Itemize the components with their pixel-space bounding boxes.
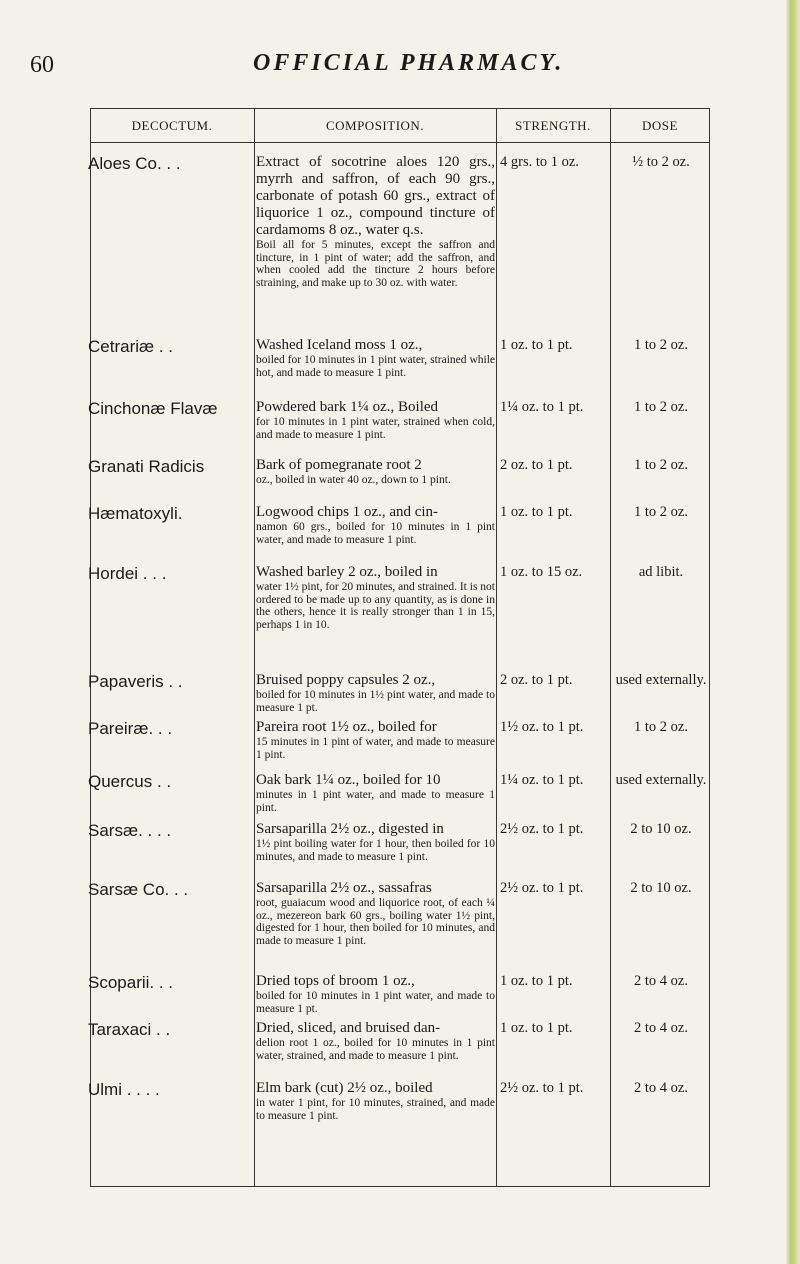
composition-note: minutes in 1 pint water, and made to measure 1 pint. [256,789,495,814]
running-head: OFFICIAL PHARMACY. [253,50,565,76]
composition-text: Washed Iceland moss 1 oz., [256,337,423,353]
composition-text: Oak bark 1¼ oz., boiled for 10 [256,772,441,788]
decoctum-name: Hordei . . . [88,564,167,583]
header-dose: DOSE [642,118,678,133]
composition-note: Boil all for 5 minutes, except the saffron and tincture, in 1 pint of water; add the saffron, and when cooled add the tincture 2 hours before straining, and make up to 30 oz. with water. [256,239,495,289]
composition-note: boiled for 10 minutes in 1 pint water, and made to measure 1 pt. [256,990,495,1015]
dose: 2 to 4 oz. [634,973,688,989]
strength: 1 oz. to 1 pt. [500,973,573,989]
dose: 1 to 2 oz. [634,719,688,735]
composition [256,672,495,714]
composition-note: in water 1 pint, for 10 minutes, strained, and made to measure 1 pint. [256,1097,495,1122]
composition-note: for 10 minutes in 1 pint water, strained when cold, and made to measure 1 pint. [256,416,495,441]
strength: 2 oz. to 1 pt. [500,457,573,473]
composition [256,337,495,379]
composition-note: root, guaiacum wood and liquorice root, of each ¼ oz., mezereon bark 60 grs., boiling water 1½ pint, digested for 1 hour, then boiled for 10 minutes, and made to measure 1 pint. [256,897,495,947]
composition-text: Powdered bark 1¼ oz., Boiled [256,399,439,415]
composition-text: Dried, sliced, and bruised dan- [256,1020,441,1036]
composition-note: oz., boiled in water 40 oz., down to 1 pint. [256,474,451,486]
decoctum-name: Scoparii. . . [88,973,174,992]
strength: 2½ oz. to 1 pt. [500,880,584,896]
composition [256,973,495,1015]
header-strength: STRENGTH. [515,118,591,133]
composition-text: Elm bark (cut) 2½ oz., boiled [256,1080,433,1096]
composition [256,1080,495,1122]
composition-text: Dried tops of broom 1 oz., [256,973,415,989]
decoctum-name: Hæmatoxyli. [88,504,183,523]
dose: 1 to 2 oz. [634,457,688,473]
composition-note: boiled for 10 minutes in 1 pint water, strained while hot, and made to measure 1 pint. [256,354,495,379]
composition [256,880,495,947]
composition-note: namon 60 grs., boiled for 10 minutes in 1 pint water, and made to measure 1 pint. [256,521,495,546]
decoctum-name: Cetrariæ . . [88,337,174,356]
page-number: 60 [30,52,54,78]
composition [256,154,495,289]
dose: 1 to 2 oz. [634,399,688,415]
dose: used externally. [615,772,707,788]
composition-text: Extract of socotrine aloes 120 grs., myrrh and saffron, of each 90 grs., carbonate of potash 60 grs., extract of liquorice 1 oz., compound tincture of cardamoms 8 oz., water q.s. [256,154,495,238]
decoctum-name: Taraxaci . . [88,1020,171,1039]
composition [256,399,495,441]
table-bottom-rule [90,1186,710,1187]
decoctum-name: Sarsæ Co. . . [88,880,189,899]
strength: 1 oz. to 1 pt. [500,504,573,520]
strength: 2½ oz. to 1 pt. [500,1080,584,1096]
decoctum-name: Pareiræ. . . [88,719,173,738]
dose: 2 to 4 oz. [634,1020,688,1036]
strength: 4 grs. to 1 oz. [500,154,579,170]
header-decoctum: DECOCTUM. [131,118,213,133]
composition [256,719,495,761]
composition-note: water 1½ pint, for 20 minutes, and strained. It is not ordered to be made up to any quantity, as is done in the others, hence it is really stronger than 1 in 15, perhaps 1 in 10. [256,581,495,631]
composition-text: Washed barley 2 oz., boiled in [256,564,438,580]
strength: 2 oz. to 1 pt. [500,672,573,688]
dose: ad libit. [638,564,684,580]
header-composition: COMPOSITION. [325,118,425,133]
strength: 1¼ oz. to 1 pt. [500,772,584,788]
dose: 1 to 2 oz. [634,504,688,520]
dose: 2 to 10 oz. [630,880,692,896]
strength: 1 oz. to 1 pt. [500,337,573,353]
dose: 2 to 10 oz. [630,821,692,837]
decoctum-table [90,108,710,1188]
composition [256,457,495,487]
strength: 1½ oz. to 1 pt. [500,719,584,735]
composition [256,821,495,863]
decoctum-name: Granati Radicis [88,457,205,476]
decoctum-name: Papaveris . . [88,672,183,691]
composition-text: Bark of pomegranate root 2 [256,457,422,473]
dose: used externally. [615,672,707,688]
composition-note: 15 minutes in 1 pint of water, and made to measure 1 pint. [256,736,495,761]
composition-text: Bruised poppy capsules 2 oz., [256,672,436,688]
dose: ½ to 2 oz. [632,154,690,170]
table-top-rule [90,108,710,109]
col-rule-2 [496,108,497,1187]
dose: 1 to 2 oz. [634,337,688,353]
composition-note: boiled for 10 minutes in 1½ pint water, and made to measure 1 pt. [256,689,495,714]
header-rule [90,142,710,143]
decoctum-name: Ulmi . . . . [88,1080,160,1099]
composition-note: 1½ pint boiling water for 1 hour, then boiled for 10 minutes, and made to measure 1 pint. [256,838,495,863]
composition-note: delion root 1 oz., boiled for 10 minutes in 1 pint water, strained, and made to measure 1 pint. [256,1037,495,1062]
strength: 1¼ oz. to 1 pt. [500,399,584,415]
decoctum-name: Quercus . . [88,772,172,791]
page-edge [786,0,800,1264]
decoctum-name: Sarsæ. . . . [88,821,172,840]
composition [256,1020,495,1062]
decoctum-name: Aloes Co. . . [88,154,181,173]
strength: 2½ oz. to 1 pt. [500,821,584,837]
composition [256,564,495,631]
dose: 2 to 4 oz. [634,1080,688,1096]
composition-text: Sarsaparilla 2½ oz., digested in [256,821,444,837]
decoctum-name: Cinchonæ Flavæ [88,399,218,418]
composition-text: Sarsaparilla 2½ oz., sassafras [256,880,432,896]
composition-text: Pareira root 1½ oz., boiled for [256,719,437,735]
col-rule-3 [610,108,611,1187]
strength: 1 oz. to 1 pt. [500,1020,573,1036]
composition [256,504,495,546]
composition-text: Logwood chips 1 oz., and cin- [256,504,439,520]
composition [256,772,495,814]
strength: 1 oz. to 15 oz. [500,564,583,580]
